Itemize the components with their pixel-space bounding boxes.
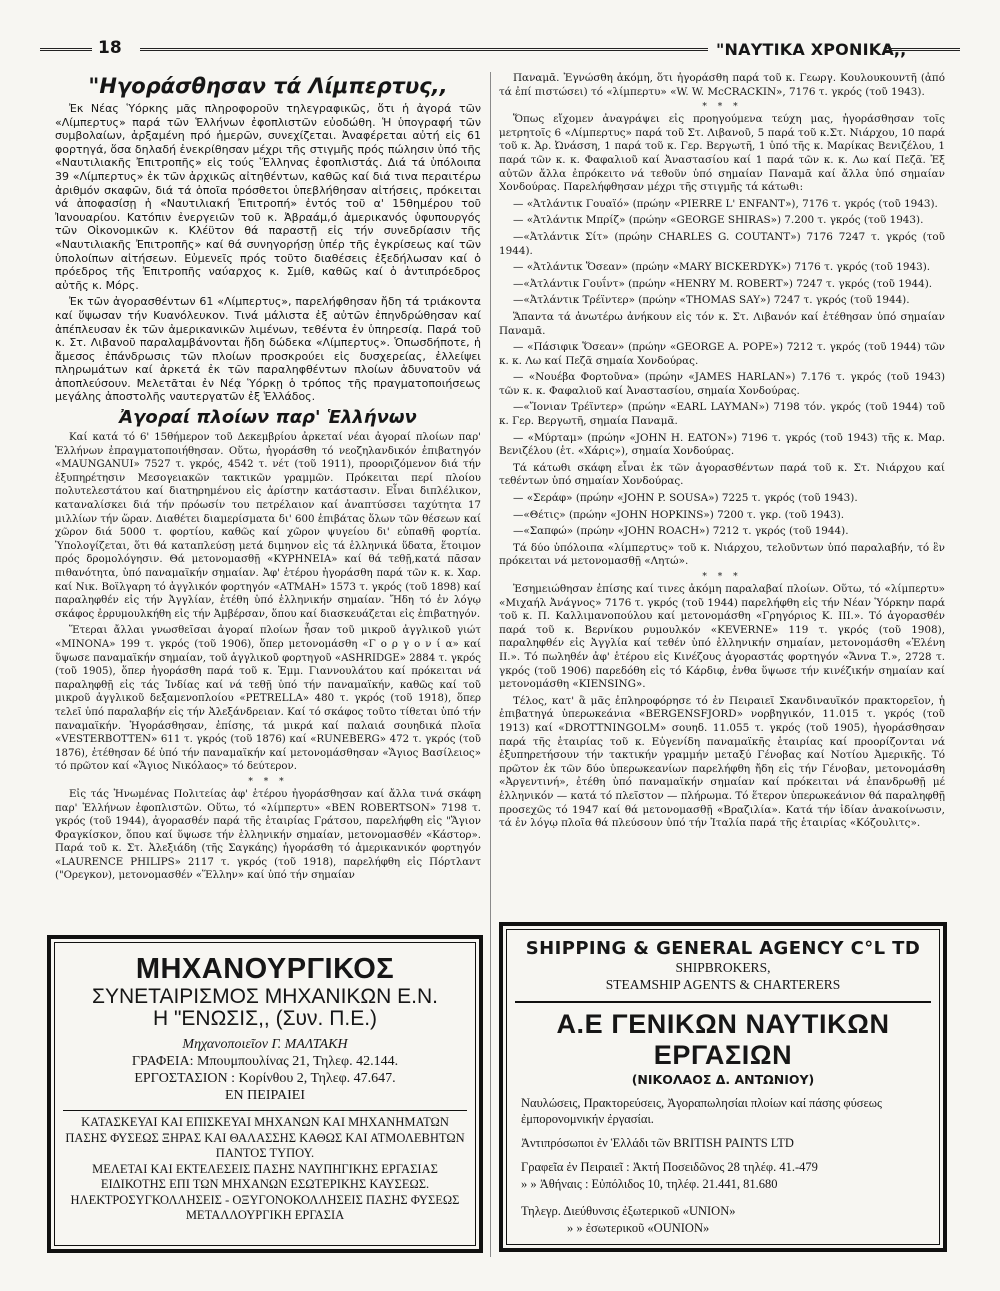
ad-border-pattern bbox=[51, 935, 479, 939]
ship-entry: —«Σαπφώ» (πρώην «JOHN ROACH») 7212 τ. γκρός (τοῦ 1944). bbox=[513, 525, 849, 538]
section-separator: * * * bbox=[702, 102, 742, 113]
ship-entry: — «Νουέβα Φορτοῦνα» (πρώην «JAMES HARLAN») 7.176 τ. γκρός (τοῦ 1943) τῶν κ. κ. Φαφαλιοῦ καί Ἀναστασίου, σημαία Χονδούρας. bbox=[499, 371, 945, 397]
ad-office-athens: » » Ἀθήναις : Εὐπόλιδος 10, τηλέφ. 21.441, 81.680 bbox=[521, 1177, 778, 1191]
ship-entry: —«Ἀτλάντικ Σίτ» (πρώην CHARLES G. COUTANT») 7176 7247 τ. γκρός (τοῦ 1944). bbox=[499, 230, 945, 257]
ad-owner: Μηχανοποιεῖον Γ. ΜΑΛΤΑΚΗ bbox=[182, 1037, 348, 1052]
ad-service: ΜΕΛΕΤΑΙ ΚΑΙ ΕΚΤΕΛΕΣΕΙΣ ΠΑΣΗΣ ΝΑΥΠΗΓΙΚΗΣ ΕΡΓΑΣΙΑΣ bbox=[92, 1161, 438, 1176]
page-header bbox=[40, 38, 960, 62]
column-divider bbox=[490, 72, 491, 1257]
ad-inner-frame bbox=[54, 942, 476, 1246]
ad-title-greek: Α.Ε ΓΕΝΙΚΩΝ ΝΑΥΤΙΚΩΝ ΕΡΓΑΣΙΩΝ bbox=[556, 1009, 890, 1070]
ad-service: ΗΛΕΚΤΡΟΣΥΓΚΟΛΛΗΣΕΙΣ - ΟΞΥΓΟΝΟΚΟΛΛΗΣΕΙΣ ΠΑΣΗΣ ΦΥΣΕΩΣ ΜΕΤΑΛΛΟΥΡΓΙΚΗ ΕΡΓΑΣΙΑ bbox=[70, 1192, 460, 1222]
ad-line: SHIPBROKERS, bbox=[675, 960, 771, 975]
ad-line: STEAMSHIP AGENTS & CHARTERERS bbox=[605, 977, 841, 992]
ad-telegram-domestic: » » ἐσωτερικοῦ «OUNION» bbox=[567, 1221, 710, 1235]
ship-entry: —«Ἀτλάντικ Γουΐντ» (πρώην «HENRY M. ROBERT») 7247 τ. γκρός (τοῦ 1944). bbox=[513, 277, 933, 290]
left-column bbox=[55, 72, 481, 932]
ad-subtitle: ΣΥΝΕΤΑΙΡΙΣΜΟΣ ΜΗΧΑΝΙΚΩΝ Ε.Ν. bbox=[92, 985, 438, 1008]
ship-entry: —«Θέτις» (πρώην «JOHN HOPKINS») 7200 τ. γκρ. (τοῦ 1943). bbox=[513, 508, 845, 521]
ad-service: ΕΙΔΙΚΟΤΗΣ ΕΠΙ ΤΩΝ ΜΗΧΑΝΩΝ ΕΣΩΤΕΡΙΚΗΣ ΚΑΥΣΕΩΣ. bbox=[100, 1177, 430, 1191]
header-rule bbox=[40, 48, 92, 51]
machinery-cooperative-advertisement bbox=[47, 935, 483, 1253]
article2-paragraph: Ἕτεραι ἄλλαι γνωσθεῖσαι ἀγοραί πλοίων ἦσαν τοῦ μικροῦ ἀγγλικοῦ γιώτ «ΜΙΝΟΝΑ» 199 τ. γκρός (τοῦ 1906), ὅπερ μετονομάσθη «Γ ο ρ γ ο ν ί α» καί ὕψωσε παναμαϊκήν σημαίαν, τοῦ ἀγγλικοῦ φορτηγοῦ «ASHRIDGE» 2884 τ. γκρός (τοῦ 1905), ὅπερ ἠγοράσθη παρά τοῦ κ. Ἐμμ. Γιαννουλάτου καί πρόκειται νά παραληφθῇ εἰς τάς Ἰνδίας καί νά τεθῇ ὑπό τήν παναμαϊκήν, καθῶς καί τοῦ μικροῦ ἀγγλικοῦ δεξαμενοπλοίου «PETRELLA» 480 τ. γκρός (τοῦ 1918), ὅπερ τελεῖ ὑπό παραλαβήν εἰς τήν Ἀλεξάνδρειαν. Καί τό σκάφος τοῦτο τίθεται ὑπό τήν παναμαϊκήν. Ἠγοράσθησαν, ἐπίσης, τά μικρά καί παλαιά σουηδικά πλοῖα «VESTERBOTTEN» 611 τ. γκρός (τοῦ 1876) καί «RUNEBERG» 472 τ. γκρός (τοῦ 1876), ἐτέθησαν δέ ὑπό τήν παναμαϊκήν καί μετονομάσθησαν «Ἅγιος Βασίλειος» τό πρῶτον καί «Ἅγιος Νικόλαος» τό δεύτερον. bbox=[55, 625, 481, 773]
ad-telegram-abroad: Τηλεγρ. Διεύθυνσις ἐξωτερικοῦ «UNION» bbox=[521, 1204, 736, 1218]
column-paragraph: Παναμᾶ. Ἐγνώσθη ἀκόμη, ὅτι ἠγοράσθη παρά τοῦ κ. Γεωργ. Κουλουκουντῆ (ἀπό τά ἐπί πιστώσει) τό «λίμπερτυ» «W. W. McCRACKIN», 7176 τ. γκρός (τοῦ 1943). bbox=[499, 72, 945, 98]
column-paragraph: Ἐσημειώθησαν ἐπίσης καί τινες ἀκόμη παραλαβαί πλοίων. Οὕτω, τό «λίμπερτυ» «Μιχαήλ Ἀνάγνος» 7176 τ. γκρός (τοῦ 1944) παρελήφθη εἰς τήν Νέαν Ὑόρκην παρά τοῦ κ. Π. Καλλιμανοπούλου καί μετονομάσθη «Γρηγόριος Κ. ΙΙΙ.». Τό ἀγορασθέν παρά τοῦ κ. Βερνίκου ρυμουλκόν «KEVERNE» 119 τ. γκρός (τοῦ 1908), παραληφθέν εἰς Ἀγγλία καί τεθέν ὑπό ἑλληνικήν σημαίαν, μετονομάσθη «Ἑλένη ΙΙ.». Τό πωληθέν ἀφ' ἑτέρου εἰς Κινέζους ἀγοραστάς φορτηγόν «Ἄννα Τ.», 2728 τ. γκρός (τοῦ 1906) παρεδόθη εἰς τό Κάρδιφ, ἐνθα ὕψωσε τήν κινέζικήν σημαίαν καί μετονομάσθη «KIENSING». bbox=[499, 583, 945, 691]
ship-entry: — «Ἀτλάντικ Γουαϊό» (πρώην «PIERRE L' ENFANT»), 7176 τ. γκρός (τοῦ 1943). bbox=[513, 197, 938, 210]
ad-divider bbox=[63, 1110, 467, 1111]
ship-entry: — «Ἀτλάντικ Μπρίζ» (πρώην «GEORGE SHIRAS») 7.200 τ. γκρός (τοῦ 1943). bbox=[513, 214, 924, 227]
right-column bbox=[499, 72, 945, 918]
section-separator: * * * bbox=[702, 572, 742, 582]
ship-entry: — «Πάσιφικ Ὅσεαν» (πρώην «GEORGE A. POPE») 7212 τ. γκρός (τοῦ 1944) τῶν κ. κ. Λω καί Πεζᾶ σημαία Χονδούρας. bbox=[499, 341, 945, 367]
article-title: "Ηγοράσθησαν τά Λίμπερτυς,, bbox=[88, 74, 448, 98]
ad-offices: ΓΡΑΦΕΙΑ: Μπουμπουλίνας 21, Τηλεφ. 42.144. bbox=[131, 1054, 399, 1069]
ship-entry: —«Ἴονιαν Τρέϊντερ» (πρώην «EARL LAYMAN») 7198 τόν. γκρός (τοῦ 1944) τοῦ κ. Γερ. Βεργωτῆ, σημαία Παναμᾶ. bbox=[499, 401, 945, 428]
ad-divider bbox=[515, 1001, 931, 1003]
shipping-agency-advertisement bbox=[499, 922, 947, 1252]
ad-border-pattern bbox=[503, 922, 943, 926]
ad-title: SHIPPING & GENERAL AGENCY C°L TD bbox=[525, 938, 921, 959]
page-number: 18 bbox=[98, 38, 122, 58]
header-rule bbox=[884, 48, 960, 51]
article2-paragraph: Εἰς τάς Ἡνωμένας Πολιτείας ἀφ' ἑτέρου ἠγοράσθησαν καί ἄλλα τινά σκάφη παρ' Ἑλλήνων ἐφοπλιστῶν. Οὕτω, τό «λίμπερτυ» «BEN ROBERTSON» 7198 τ. γκρός (τοῦ 1944), ἀγορασθέν παρά τῆς ἑταιρίας Γράτσου, παρελήφθη εἰς "Ἅγιον Φραγκίσκον, ὅπου καί ὕψωσε τήν ἑλληνικήν σημαίαν, μετονομασθέν «Κάστορ». Παρά τοῦ κ. Στ. Ἀλεξιάδη (τῆς Σαγκάης) ἠγοράσθη τό ἀμερικανικόν φορτηγόν «LAURENCE PHILIPS» 2117 τ. γκρός (τοῦ 1918), παρελήφθη εἰς Πόρτλαντ ("Ορεγκον), μετονομασθέν «Ἕλλην» καί ὑπό τήν σημαίαν bbox=[55, 788, 481, 882]
ship-entry: — «Μύρταμ» (πρώην «JOHN H. EATON») 7196 τ. γκρός (τοῦ 1943) τῆς κ. Μαρ. Βενιζέλου (ἑτ. «Χάρις»), σημαία Χονδούρας. bbox=[499, 431, 945, 458]
article-paragraph: Ἐκ τῶν ἀγορασθέντων 61 «Λίμπερτυς», παρελήφθησαν ἤδη τά τριάκοντα καί ὕψωσαν τήν Κυανόλευκον. Τινά μάλιστα ἐξ αὐτῶν ἐπηνδρώθησαν καί ἀπέπλευσαν ἐκ τῶν ἀμερικανικῶν λιμένων, τεθέντα ἐν ὑπηρεσίᾳ. Παρά τοῦ κ. Στ. Λιβανοῦ παραλαμβάνονται ἤδη δώδεκα «Λίμπερτυς». Ὁπωσδήποτε, ἡ ἄμεσος ἐπάνδρωσις τῶν πλοίων προσκρούει εἰς δυσχερείας, ἐλλείψει πληρωμάτων καί ἀρκετά ἐκ τῶν παραληφθέντων πλοίων ἀδυνατοῦν νά ἀποπλεύσουν. Μελετᾶται ἐν Νέᾳ Ὑόρκῃ ὁ τρόπος τῆς πραγματοποιήσεως μεγάλης ἀποστολῆς ναυτεργατῶν ἐξ Ἑλλάδος. bbox=[55, 295, 481, 404]
publication-title: "ΝΑΥΤΙΚΑ ΧΡΟΝΙΚΑ,, bbox=[716, 40, 907, 59]
ad-agency: Ἀντιπρόσωποι ἐν Ἑλλάδι τῶν BRITISH PAINTS LTD bbox=[521, 1136, 794, 1150]
column-paragraph: Τά δύο ὑπόλοιπα «λίμπερτυς» τοῦ κ. Νιάρχου, τελοῦντων ὑπό παραλαβήν, τό ἓν πρόκειται νά μετονομασθῇ «Λητώ». bbox=[499, 541, 945, 568]
ship-entry: — «Σεράφ» (πρώην «JOHN P. SOUSA») 7225 τ. γκρός (τοῦ 1943). bbox=[513, 492, 858, 505]
ad-office-piraeus: Γραφεῖα ἐν Πειραιεῖ : Ἀκτή Ποσειδῶνος 28 τηλέφ. 41.-479 bbox=[521, 1160, 818, 1174]
ad-title: ΜΗΧΑΝΟΥΡΓΙΚΟΣ bbox=[135, 953, 395, 985]
column-paragraph: Τά κάτωθι σκάφη εἶναι ἐκ τῶν ἀγορασθέντων παρά τοῦ κ. Στ. Νιάρχου καί τεθέντων ὑπό σημαίαν Χονδούρας. bbox=[499, 461, 945, 488]
ad-city: ΕΝ ΠΕΙΡΑΙΕΙ bbox=[225, 1088, 305, 1103]
article2-title: Ἀγοραί πλοίων παρ' Ἑλλήνων bbox=[119, 407, 417, 429]
column-paragraph: Ἅπαντα τά ἀνωτέρω ἀνήκουν εἰς τόν κ. Στ. Λιβανόν καί ἐτέθησαν ὑπό σημαίαν Παναμᾶ. bbox=[499, 310, 945, 337]
ad-service: ΚΑΤΑΣΚΕΥΑΙ ΚΑΙ ΕΠΙΣΚΕΥΑΙ ΜΗΧΑΝΩΝ ΚΑΙ ΜΗΧΑΝΗΜΑΤΩΝ ΠΑΣΗΣ ΦΥΣΕΩΣ ΞΗΡΑΣ ΚΑΙ ΘΑΛΑΣΣΗΣ ΚΑΘΩΣ ΚΑΙ ΑΤΜΟΛΕΒΗΤΩΝ ΠΑΝΤΟΣ ΤΥΠΟΥ. bbox=[65, 1115, 465, 1160]
column-paragraph: Τέλος, κατ' ἃ μᾶς ἐπληροφόρησε τό ἐν Πειραιεῖ Σκανδιναυϊκόν πρακτορεῖον, ἡ ἐπιβατηγά ὑπερωκεάνια «BERGENSFJORD» νορβηγικόν, 11.015 τ. γκρός (τοῦ 1913) καί «DROTTNINGOLM» σουηδ. 11.055 τ. γκρός (τοῦ 1905), ἠγοράσθησαν παρά τῆς ἑταιρίας τοῦ κ. Εὐγενίδη παναμαϊκῆς ἑταιρίας καί προορίζονται νά ἐξυπηρετήσουν τήν τακτικήν γραμμήν μεταξύ Γένοβας καί Νοτίου Ἀμερικῆς. Τό πρῶτον ἐκ τῶν δύο ὑπερωκεανίων παρελήφθη ἤδη εἰς τήν Γένοβαν, μετονομάσθη «Ἀργεντινή», ἐτέθη ὑπό παναμαϊκήν σημαίαν καί πρόκειται νά ἐπανδρωθῇ μέ ἑλληνικόν — κατά τό πλεῖστον — πλήρωμα. Τό ἕτερον ὑπερωκεάνιον θά παραληφθῇ προσεχῶς τό 1947 καί θά μετονομασθῇ «Βραζιλία». Κατά τήν ἰδίαν ἀνακοίνωσιν, τά ἐν λόγῳ πλοῖα θά πλεύσουν ὑπό τήν Ἰταλία παρά τῆς ἑταιρίας «Κόζουλιτς». bbox=[499, 694, 945, 830]
article-paragraph: Ἐκ Νέας Ὑόρκης μᾶς πληροφοροῦν τηλεγραφικῶς, ὅτι ἡ ἀγορά τῶν «Λίμπερτυς» παρά τῶν Ἑλλήνων ἐφοπλιστῶν εὐοδώθη. Ἡ ὑπογραφή τῶν συμβολαίων, ἀρξαμένη πρό ἡμερῶν, συνεχίζεται. Ἀναφέρεται αὐτή εἰς 61 φορτηγά, ὅσα δηλαδή ἐνεκρίθησαν μέχρι τῆς στιγμῆς πρός πώλησιν ὑπό τῆς «Ναυτιλιακῆς Ἐπιτροπῆς» εἰς τούς Ἕλληνας ἐφοπλιστάς. Διά τά ὑπόλοιπα 39 «Λίμπερτυς» ἐκ τῶν ἀρχικῶς αἰτηθέντων, καθῶς καί διά τινα περαιτέρω ἀριθμόν σκαφῶν, διά τά ὁποῖα πρόσθετοι ὑπεβλήθησαν αἰτήσεις, πρόκειται νά ἀποφασίσῃ ἡ «Ναυτιλιακή Ἐπιτροπή» ἐντός τοῦ α' 15θημέρου τοῦ Ἰανουαρίου. Κατόπιν ἐνεργειῶν τοῦ κ. Ἀβραάμ,ό ἀμερικανός ὑφυπουργός τῶν Οἰκονομικῶν κ. Κλέϋτον θά παραστῇ εἰς τήν συνεδρίασιν τῆς «Ναυτιλιακῆς Ἐπιτροπῆς» καί θά συνηγορήσῃ ὑπέρ τῆς ἐγκρίσεως καί τῶν ὑπολοίπων αἰτήσεων. Εὐμενεῖς πρός τοῦτο διαθέσεις ἐξεδήλωσαν καί ὁ πρόεδρος τῆς Ἐπιτροπῆς ναύαρχος κ. Σμίθ, καθῶς καί ὁ ἀντιπρόεδρος αὐτῆς κ. Μόρς. bbox=[55, 102, 481, 292]
ad-workshop: ΕΡΓΟΣΤΑΣΙΟΝ : Κορίνθου 2, Τηλεφ. 47.647. bbox=[134, 1071, 396, 1086]
article2-paragraph: Καί κατά τό 6' 15θήμερον τοῦ Δεκεμβρίου ἀρκεταί νέαι ἀγοραί πλοίων παρ' Ἑλλήνων ἐπραγματοποιήθησαν. Οὕτω, ἠγοράσθη τό νεοζηλανδικόν ἐπιβατηγόν «MAUNGANUI» 7527 τ. γκρός, 4542 τ. νέτ (τοῦ 1911), προοριζόμενον διά τήν ἐξυπηρέτησιν Μεσογειακῶν τακτικῶν γραμμῶν. Πρόκειται περί πλοίου πολυτελεστάτου καί διατηρημένου εἰς ἀρίστην κατάστασιν. Εἶναι διπλέλικον, καταναλίσκει διά τήν πρόωσίν του πετρέλαιον καί ἀναπτύσσει ταχύτητα 17 μιλλίων τήν ὥραν. Διαθέτει διαμερίσματα δι' 600 ἐπιβάτας ὅλων τῶν θέσεων καί χῶρον διά 5000 τ. φορτίου, καθῶς καί χῶρον ψυγείου δι' εὐπαθῆ φορτία. Ὑπολογίζεται, ὅτι θά καταπλεύσῃ μετά διμηνον εἰς τά ἑλληνικά ὕδατα, ἕτοιμον πρός δρομολόγησιν. Θά μετονομασθῇ «ΚΥΡΗΝΕΙΑ» καί θά τεθῇ,κατά πᾶσαν πιθανότητα, ὑπό παναμαϊκήν σημαίαν. Ἀφ' ἑτέρου ἠγοράσθη παρά τῶν κ. κ. Χαρ. καί Νικ. Βοϊλγαρη τό ἀγγλικόν φορτηγόν «ΑΤΜΑΗ» 1573 τ. γκρός (τοῦ 1898) καί παραληφθέν εἰς τήν Ἀγγλίαν, ἐτέθη ὑπό ἑλληνικήν σημαίαν. Ἤδη τό ἐν λόγῳ σκάφος ἐρρυμουλκήθη εἰς τήν Ἀμβέρσαν, ὅπου καί διασκευάζεται εἰς ἐπιβατηγόν. bbox=[55, 432, 481, 620]
ad-border-pattern bbox=[51, 1249, 479, 1253]
ad-owner: (ΝΙΚΟΛΑΟΣ Δ. ΑΝΤΩΝΙΟΥ) bbox=[631, 1072, 815, 1087]
header-rule bbox=[140, 48, 708, 51]
ship-entry: — «Ἀτλάντικ Ὅσεαν» (πρώην «MARY BICKERDYK») 7176 τ. γκρός (τοῦ 1943). bbox=[513, 261, 931, 274]
ad-subtitle: Η "ΕΝΩΣΙΣ,, (Συν. Π.Ε.) bbox=[152, 1007, 378, 1030]
column-paragraph: Ὅπως εἴχομεν ἀναγράψει εἰς προηγούμενα τεύχη μας, ἠγοράσθησαν τοῖς μετρητοῖς 6 «Λίμπερτυς» παρά τοῦ Στ. Λιβανοῦ, 5 παρά τοῦ κ.Στ. Νιάρχου, 10 παρά τοῦ κ. Ἀρ. Ὠνάσση, 1 παρά τοῦ κ. Γερ. Βεργωτῆ, 1 ὑπό τῆς κ. Μαρίκας Βενιζέλου, 1 παρά τῶν κ. κ. Φαφαλιοῦ καί Ἀναστασίου καί 1 παρά τῶν κ. κ. Λω καί Πεζᾶ. Ἐξ αὐτῶν ἄλλα ἐπρόκειτο νά τεθοῦν ὑπό σημαίαν Παναμᾶ καί ἄλλα ὑπό σημαίαν Χονδούρας. Παρελήφθησαν μέχρι τῆς στιγμῆς τά κάτωθι: bbox=[499, 113, 945, 194]
ad-border-pattern bbox=[503, 1248, 943, 1252]
ad-description: Ναυλώσεις, Πρακτορεύσεις, Ἀγοραπωλησίαι πλοίων καί πάσης φύσεως ἐμπορονομνικήν ἐργασίαι. bbox=[521, 1096, 882, 1126]
ad-inner-frame bbox=[506, 929, 940, 1245]
ship-entry: —«Ἀτλάντικ Τρέϊντερ» (πρώην «THOMAS SAY») 7247 τ. γκρός (τοῦ 1944). bbox=[513, 294, 910, 307]
section-separator: * * * bbox=[248, 776, 288, 787]
